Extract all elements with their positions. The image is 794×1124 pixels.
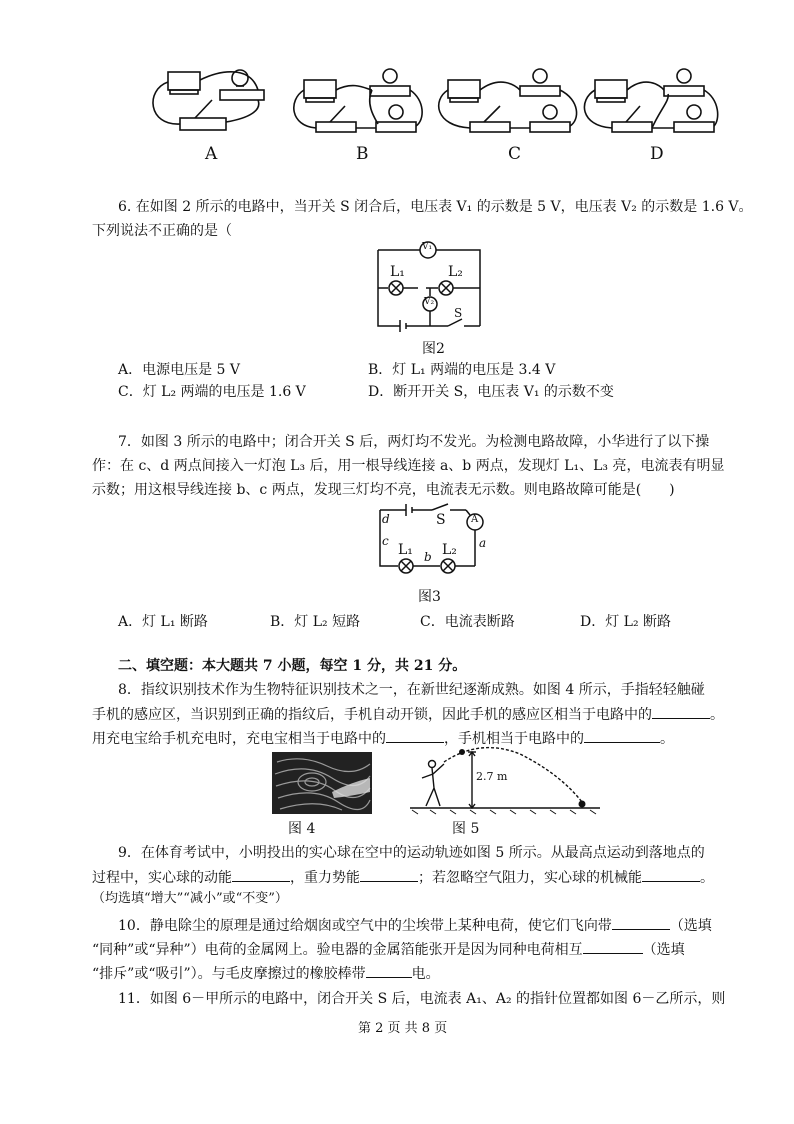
q9-line-2-mid1: ，重力势能	[290, 870, 360, 886]
fig5-caption: 图 5	[452, 821, 480, 837]
q9-blank-1[interactable]	[232, 867, 290, 882]
q8-line-2	[92, 704, 724, 725]
q8-line-3-text: 用充电宝给手机充电时，充电宝相当于电路中的	[92, 731, 386, 747]
q10-line-1	[118, 915, 712, 936]
figure-3-circuit	[372, 500, 492, 610]
q9-line-3: （均选填“增大”“减小”或“不变”）	[92, 891, 288, 906]
q7-line-1: 7．如图 3 所示的电路中；闭合开关 S 后，两灯均不发光。为检测电路故障，小华进行了以下操	[118, 434, 710, 450]
fig5-height-label: 2.7 m	[476, 770, 508, 783]
fig3-caption: 图3	[418, 589, 441, 605]
section-2-heading: 二、填空题：本大题共 7 小题，每空 1 分，共 21 分。	[118, 658, 467, 674]
fig3-ammeter: A	[471, 514, 479, 525]
fig3-a: a	[479, 536, 487, 550]
fig1-label-a: A	[205, 144, 218, 164]
q11-line-1: 11．如图 6－甲所示的电路中，闭合开关 S 后，电流表 A₁、A₂ 的指针位置都如图 6－乙所示，则	[118, 991, 726, 1007]
q10-line-3-text: “排斥”或“吸引”）。与毛皮摩擦过的橡胶棒带	[92, 966, 366, 982]
q7-option-b: B．灯 L₂ 短路	[270, 614, 361, 630]
figure-5-trajectory	[410, 744, 610, 818]
q8-line-1: 8．指纹识别技术作为生物特征识别技术之一，在新世纪逐渐成熟。如图 4 所示，手指轻轻触碰	[118, 682, 705, 698]
q7-option-a: A．灯 L₁ 断路	[118, 614, 208, 630]
q10-line-2-end: （选填	[642, 942, 685, 958]
q10-line-1-end: （选填	[669, 918, 712, 934]
q7-option-c: C．电流表断路	[420, 614, 515, 630]
fig2-v1: V₁	[422, 242, 433, 252]
fig4-caption: 图 4	[288, 821, 316, 837]
fig2-l1: L₁	[390, 264, 405, 280]
q7-line-3: 示数；用这根导线连接 b、c 两点，发现三灯均不亮，电流表无示数。则电路故障可能是( )	[92, 482, 675, 498]
q10-line-1-text: 10．静电除尘的原理是通过给烟囱或空气中的尘埃带上某种电荷，使它们飞向带	[118, 918, 612, 934]
fig3-c: c	[382, 534, 389, 548]
q7-option-d: D．灯 L₂ 断路	[580, 614, 672, 630]
q9-line-2-text: 过程中，实心球的动能	[92, 870, 232, 886]
fig3-b: b	[424, 550, 432, 564]
q10-line-2	[92, 939, 685, 960]
fig3-s: S	[436, 512, 446, 528]
fig2-v2: V₂	[424, 297, 435, 307]
page-footer: 第 2 页 共 8 页	[358, 1021, 448, 1036]
figure-3-drawing	[372, 500, 492, 580]
fig3-l1: L₁	[398, 542, 413, 558]
fig1-label-d: D	[650, 144, 664, 164]
fig2-s: S	[454, 306, 463, 320]
q7-line-2: 作：在 c、d 两点间接入一灯泡 L₃ 后，用一根导线连接 a、b 两点，发现灯 L₁、L₃ 亮，电流表有明显	[92, 458, 725, 474]
q10-line-3-end: 电。	[411, 966, 440, 982]
q10-blank-1[interactable]	[612, 915, 670, 930]
q6-option-a: A．电源电压是 5 V	[118, 362, 241, 378]
figure-4-fingerprint-image	[272, 752, 372, 814]
q10-blank-3[interactable]	[366, 963, 412, 978]
q9-line-2-mid2: ；若忽略空气阻力，实心球的机械能	[418, 870, 642, 886]
figure-1-drawing	[140, 60, 730, 170]
figure-4-drawing	[272, 752, 372, 814]
q8-line-3-end: 。	[660, 731, 674, 747]
fig3-d: d	[382, 512, 390, 526]
q8-line-3-mid: ，手机相当于电路中的	[444, 731, 584, 747]
q10-line-2-text: “同种”或“异种”）电荷的金属网上。验电器的金属箔能张开是因为同种电荷相互	[92, 942, 583, 958]
q6-line-1: 6. 在如图 2 所示的电路中，当开关 S 闭合后，电压表 V₁ 的示数是 5 V，电压表 V₂ 的示数是 1.6 V。	[118, 199, 753, 215]
q9-blank-3[interactable]	[642, 867, 700, 882]
fig3-l2: L₂	[442, 542, 457, 558]
q6-option-c: C．灯 L₂ 两端的电压是 1.6 V	[118, 384, 306, 400]
q10-blank-2[interactable]	[583, 939, 643, 954]
fig1-label-b: B	[356, 144, 369, 164]
q9-line-2-end: 。	[700, 870, 714, 886]
q10-line-3	[92, 963, 440, 984]
fig2-l2: L₂	[448, 264, 463, 280]
fig2-caption: 图2	[422, 341, 445, 357]
q6-option-d: D．断开开关 S，电压表 V₁ 的示数不变	[368, 384, 614, 400]
figure-1-options	[140, 60, 730, 170]
q9-line-1: 9．在体育考试中，小明投出的实心球在空中的运动轨迹如图 5 所示。从最高点运动到落地点的	[118, 845, 705, 861]
q8-blank-1[interactable]	[652, 704, 710, 719]
q8-line-2-end: 。	[710, 707, 724, 723]
q9-blank-2[interactable]	[360, 867, 418, 882]
q9-line-2	[92, 867, 714, 888]
q6-option-b: B．灯 L₁ 两端的电压是 3.4 V	[368, 362, 556, 378]
figure-5-drawing	[410, 744, 610, 818]
figure-2-circuit	[370, 240, 490, 360]
q8-line-2-text: 手机的感应区，当识别到正确的指纹后，手机自动开锁，因此手机的感应区相当于电路中的	[92, 707, 652, 723]
fig1-label-c: C	[508, 144, 522, 164]
q8-blank-2[interactable]	[386, 728, 444, 743]
q6-line-2: 下列说法不正确的是（	[92, 223, 232, 239]
q8-blank-3[interactable]	[584, 728, 660, 743]
